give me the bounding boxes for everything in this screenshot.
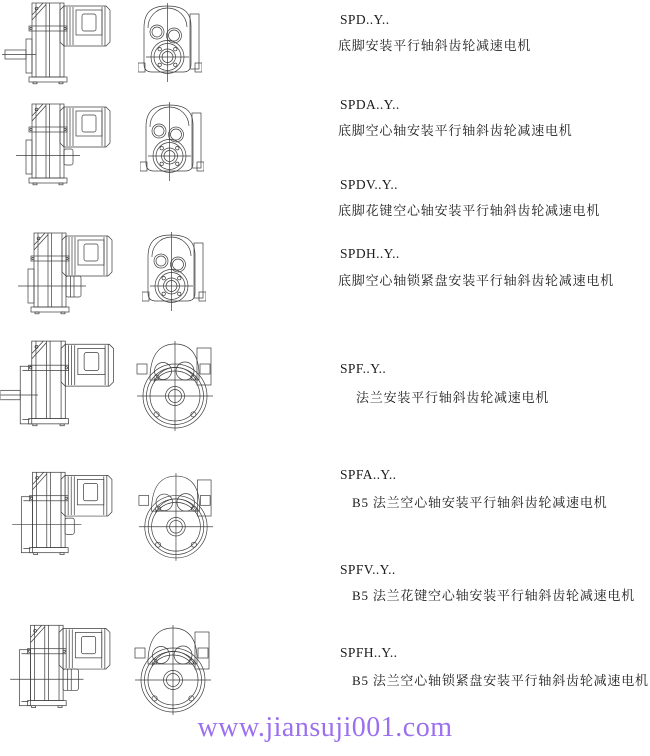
model-code-spfv: SPFV..Y.. xyxy=(340,562,396,577)
model-description-spda: 底脚空心轴安装平行轴斜齿轮减速电机 xyxy=(338,123,573,138)
gear-motor-front-view-spda xyxy=(140,102,204,182)
gear-motor-side-view-spf xyxy=(0,339,118,427)
model-code-spfh: SPFH..Y.. xyxy=(340,645,398,660)
model-description-spdh: 底脚空心轴锁紧盘安装平行轴斜齿轮减速电机 xyxy=(338,273,615,288)
gear-motor-side-view-spfa xyxy=(2,470,116,556)
website-link[interactable]: www.jiansuji001.com xyxy=(197,712,453,743)
model-description-spfh: B5 法兰空心轴锁紧盘安装平行轴斜齿轮减速电机 xyxy=(352,673,649,688)
gear-motor-side-view-spfh xyxy=(0,623,114,709)
gear-motor-side-view-spda xyxy=(2,102,114,186)
gear-motor-front-view-spd xyxy=(138,3,202,83)
gear-motor-side-view-spdh xyxy=(4,231,116,315)
model-description-spd: 底脚安装平行轴斜齿轮减速电机 xyxy=(338,38,532,53)
model-code-spf: SPF..Y.. xyxy=(340,361,387,376)
model-description-spf: 法兰安装平行轴斜齿轮减速电机 xyxy=(356,390,550,405)
gear-motor-front-view-spfh xyxy=(132,624,212,716)
gear-motor-front-view-spf xyxy=(134,340,214,432)
model-code-spdh: SPDH..Y.. xyxy=(340,246,400,261)
model-description-spfv: B5 法兰花键空心轴安装平行轴斜齿轮减速电机 xyxy=(352,588,636,603)
model-code-spda: SPDA..Y.. xyxy=(340,97,400,112)
gear-motor-front-view-spfa xyxy=(136,472,214,562)
model-code-spfa: SPFA..Y.. xyxy=(340,467,397,482)
gear-motor-front-view-spdh xyxy=(142,232,206,312)
model-code-spd: SPD..Y.. xyxy=(340,12,390,27)
gear-motor-side-view-spd xyxy=(2,1,114,85)
model-description-spdv: 底脚花键空心轴安装平行轴斜齿轮减速电机 xyxy=(338,203,601,218)
model-description-spfa: B5 法兰空心轴安装平行轴斜齿轮减速电机 xyxy=(352,495,608,510)
model-code-spdv: SPDV..Y.. xyxy=(340,177,398,192)
